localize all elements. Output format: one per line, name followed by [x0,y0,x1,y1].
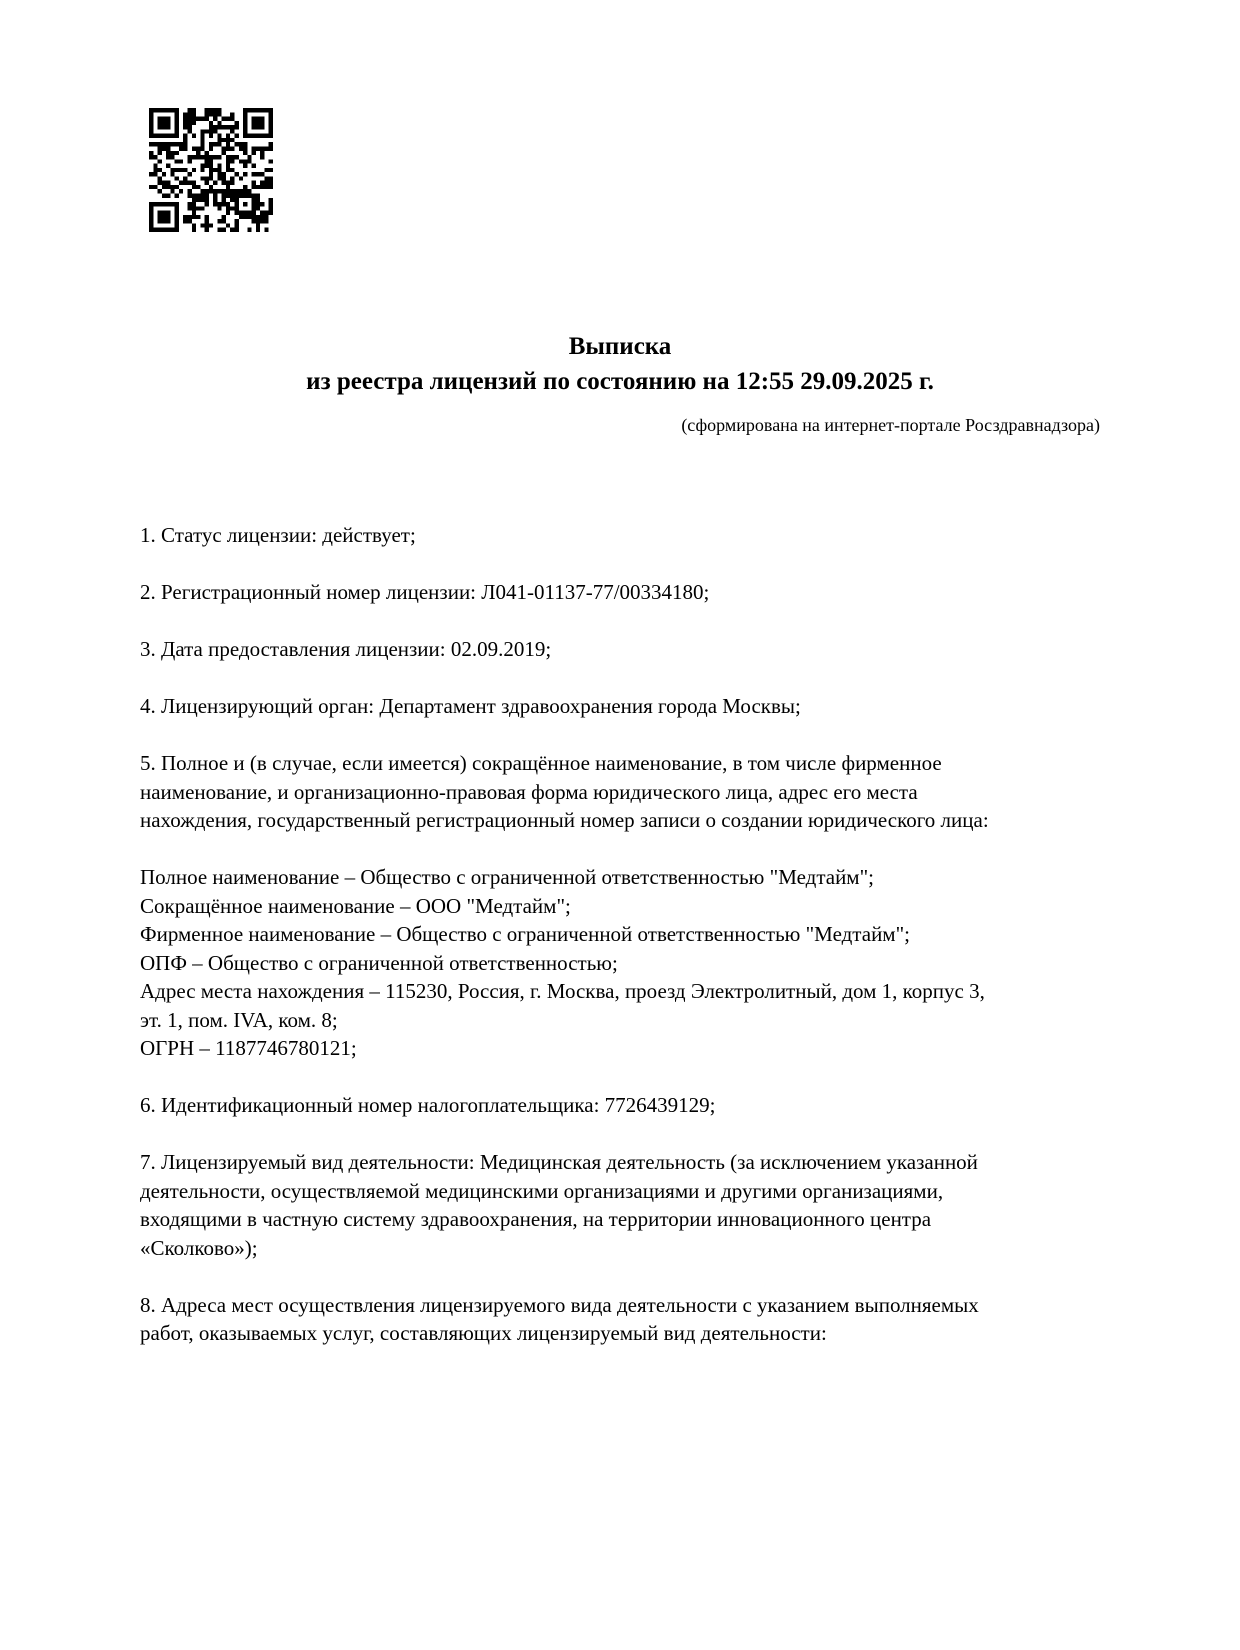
document-title-line1: Выписка [568,333,672,360]
qr-code-icon [149,108,273,232]
paragraph-6 [140,863,1122,1063]
document-title [140,329,1100,399]
paragraph-line: «Сколково»); [140,1235,258,1260]
paragraph-line: работ, оказываемых услуг, составляющих лицензируемый вид деятельности: [140,1321,827,1345]
paragraph-line: 3. Дата предоставления лицензии: 02.09.2019; [140,637,552,661]
paragraph-line: Сокращённое наименование – ООО "Медтайм"; [140,893,571,918]
paragraph-1 [140,521,1122,550]
paragraph-line: Адрес места нахождения – 115230, Россия, г. Москва, проезд Электролитный, дом 1, корпус 3, [140,979,985,1003]
document-body [140,521,1122,1348]
paragraph-line: эт. 1, пом. IVA, ком. 8; [140,1007,338,1032]
paragraph-4 [140,692,1122,721]
paragraph-line: 1. Статус лицензии: действует; [140,523,416,547]
paragraph-line: деятельности, осуществляемой медицинскими организациями и другими организациями, [140,1178,944,1203]
paragraph-line: ОГРН – 1187746780121; [140,1036,357,1060]
document-subtitle: (сформирована на интернет-портале Росздравнадзора) [681,415,1100,435]
paragraph-line: 7. Лицензируемый вид деятельности: Медицинская деятельность (за исключением указанной [140,1150,978,1174]
paragraph-line: 6. Идентификационный номер налогоплательщика: 7726439129; [140,1093,716,1117]
paragraph-line: ОПФ – Общество с ограниченной ответственностью; [140,950,618,975]
paragraph-line: нахождения, государственный регистрационный номер записи о создании юридического лица: [140,808,989,832]
paragraph-line: входящими в частную систему здравоохранения, на территории инновационного центра [140,1207,932,1231]
paragraph-9 [140,1291,1122,1348]
paragraph-8 [140,1148,1122,1262]
paragraph-7 [140,1091,1122,1120]
paragraph-2 [140,578,1122,607]
paragraph-5 [140,749,1122,835]
paragraph-line: 4. Лицензирующий орган: Департамент здравоохранения города Москвы; [140,694,801,718]
paragraph-3 [140,635,1122,664]
paragraph-line: Полное наименование – Общество с ограниченной ответственностью "Медтайм"; [140,865,875,889]
paragraph-line: Фирменное наименование – Общество с ограниченной ответственностью "Медтайм"; [140,922,910,946]
paragraph-line: 5. Полное и (в случае, если имеется) сокращённое наименование, в том числе фирменное [140,751,942,775]
paragraph-line: 2. Регистрационный номер лицензии: Л041-01137-77/00334180; [140,580,710,604]
document-title-line2: из реестра лицензий по состоянию на 12:55 29.09.2025 г. [306,368,934,395]
paragraph-line: наименование, и организационно-правовая форма юридического лица, адрес его места [140,779,918,804]
paragraph-line: 8. Адреса мест осуществления лицензируемого вида деятельности с указанием выполняемых [140,1292,979,1317]
